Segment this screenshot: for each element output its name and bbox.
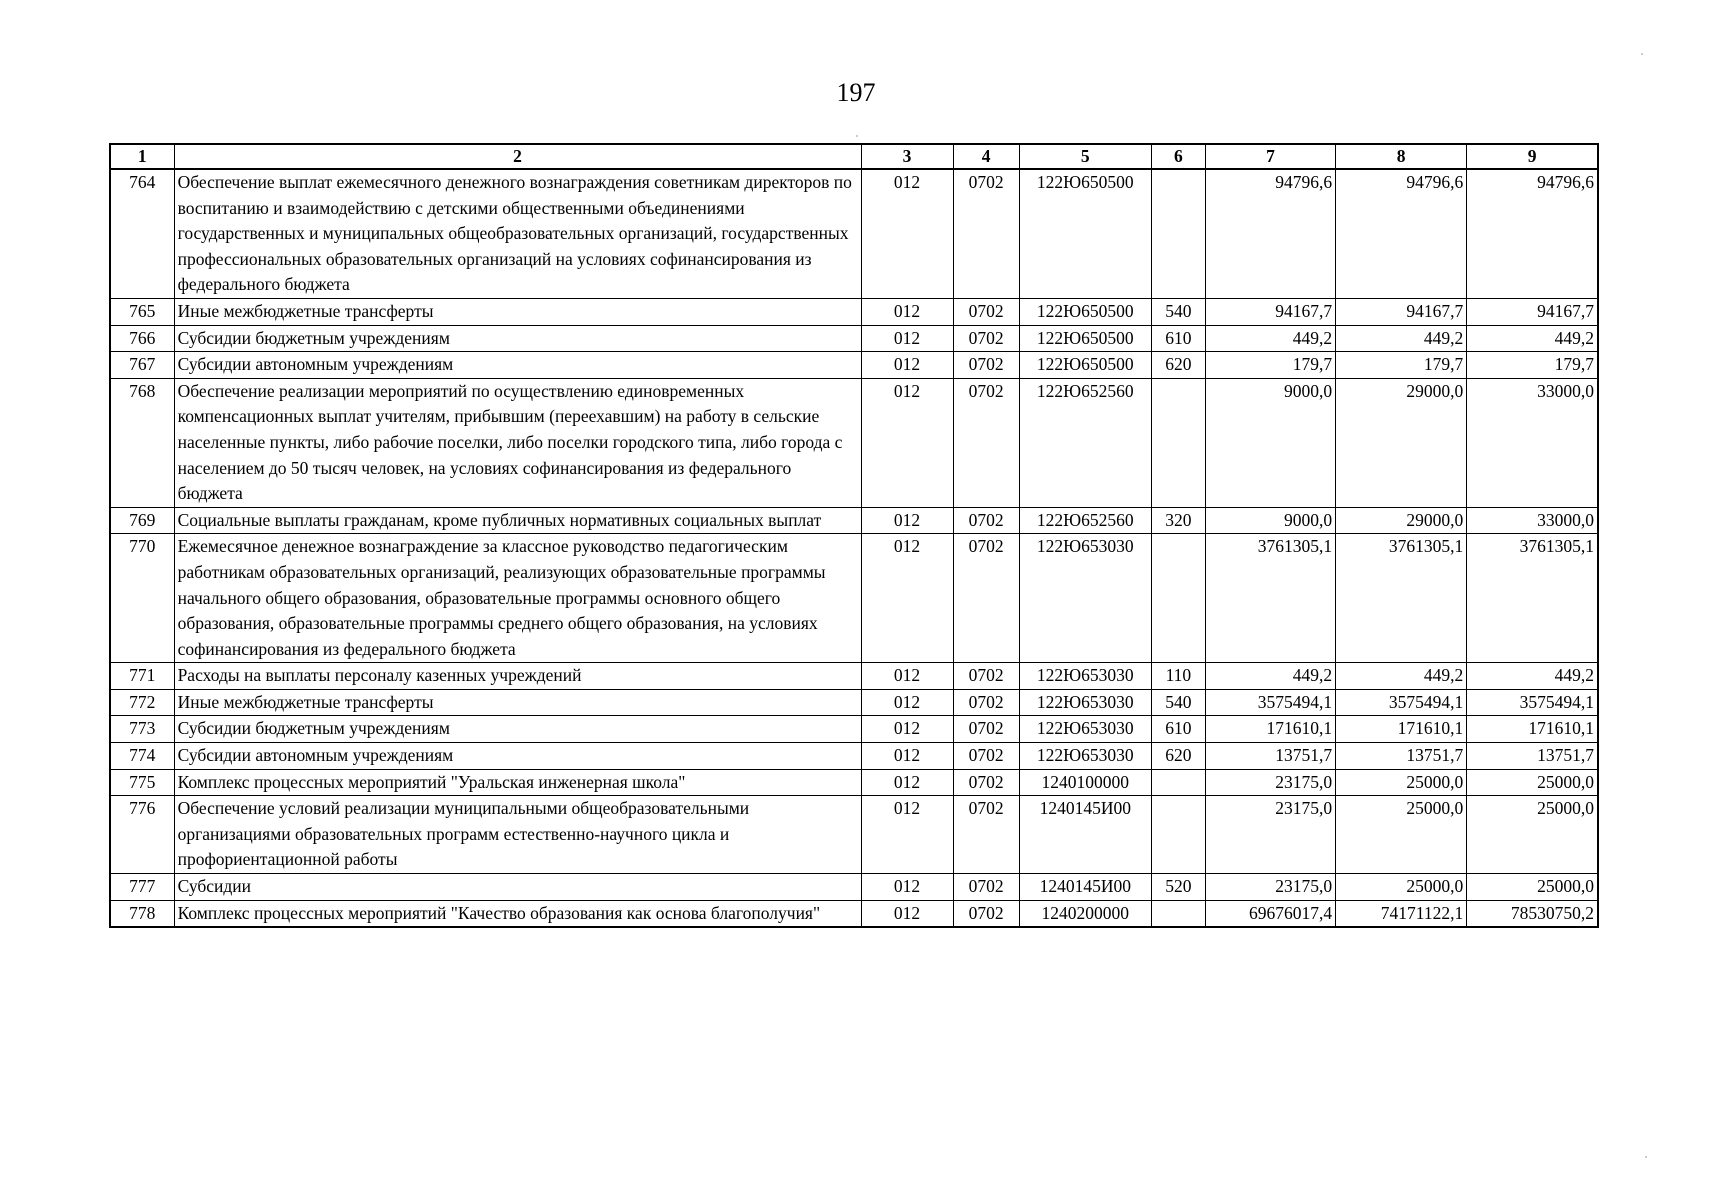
expense-type-code: 540 xyxy=(1151,298,1205,325)
table-row xyxy=(110,378,1598,507)
section-code: 0702 xyxy=(953,900,1019,927)
expense-type-code: 610 xyxy=(1151,325,1205,352)
page-number: 197 xyxy=(836,78,876,107)
row-number: 775 xyxy=(110,769,174,796)
amount-year-1: 94167,7 xyxy=(1205,298,1335,325)
ministry-code: 012 xyxy=(861,874,953,901)
row-description: Иные межбюджетные трансферты xyxy=(174,689,861,716)
amount-year-1: 449,2 xyxy=(1205,663,1335,690)
amount-year-1: 9000,0 xyxy=(1205,507,1335,534)
row-description: Иные межбюджетные трансферты xyxy=(174,298,861,325)
header-col-8: 8 xyxy=(1336,144,1467,169)
expense-type-code: 540 xyxy=(1151,689,1205,716)
target-article-code: 1240145И00 xyxy=(1019,796,1151,874)
amount-year-2: 3575494,1 xyxy=(1336,689,1467,716)
row-description: Субсидии автономным учреждениям xyxy=(174,352,861,379)
target-article-code: 122Ю653030 xyxy=(1019,534,1151,663)
header-row xyxy=(110,144,1598,169)
row-description: Комплекс процессных мероприятий "Качество образования как основа благополучия" xyxy=(174,900,861,927)
row-number: 766 xyxy=(110,325,174,352)
target-article-code: 122Ю653030 xyxy=(1019,689,1151,716)
row-number: 768 xyxy=(110,378,174,507)
row-number: 777 xyxy=(110,874,174,901)
header-col-9: 9 xyxy=(1467,144,1598,169)
amount-year-1: 23175,0 xyxy=(1205,874,1335,901)
section-code: 0702 xyxy=(953,689,1019,716)
row-description: Обеспечение выплат ежемесячного денежного вознаграждения советникам директоров по воспитанию и взаимодействию с детскими общественными объединениями государственных и муниципальных общеобразовательных организаций, государственных профессиональных образовательных организаций на условиях софинансирования из федерального бюджета xyxy=(174,169,861,298)
amount-year-3: 171610,1 xyxy=(1467,716,1598,743)
expense-type-code: 620 xyxy=(1151,352,1205,379)
amount-year-3: 3761305,1 xyxy=(1467,534,1598,663)
target-article-code: 1240200000 xyxy=(1019,900,1151,927)
target-article-code: 122Ю653030 xyxy=(1019,716,1151,743)
amount-year-3: 78530750,2 xyxy=(1467,900,1598,927)
amount-year-1: 9000,0 xyxy=(1205,378,1335,507)
expense-type-code xyxy=(1151,769,1205,796)
row-description: Субсидии xyxy=(174,874,861,901)
ministry-code: 012 xyxy=(861,298,953,325)
section-code: 0702 xyxy=(953,325,1019,352)
row-description: Субсидии бюджетным учреждениям xyxy=(174,716,861,743)
row-number: 772 xyxy=(110,689,174,716)
section-code: 0702 xyxy=(953,716,1019,743)
row-number: 774 xyxy=(110,743,174,770)
header-col-2: 2 xyxy=(174,144,861,169)
amount-year-1: 13751,7 xyxy=(1205,743,1335,770)
row-number: 778 xyxy=(110,900,174,927)
target-article-code: 122Ю650500 xyxy=(1019,169,1151,298)
ministry-code: 012 xyxy=(861,769,953,796)
amount-year-1: 3575494,1 xyxy=(1205,689,1335,716)
row-description: Расходы на выплаты персоналу казенных учреждений xyxy=(174,663,861,690)
amount-year-3: 25000,0 xyxy=(1467,796,1598,874)
expense-type-code: 110 xyxy=(1151,663,1205,690)
ministry-code: 012 xyxy=(861,796,953,874)
table-row xyxy=(110,716,1598,743)
row-description: Социальные выплаты гражданам, кроме публичных нормативных социальных выплат xyxy=(174,507,861,534)
row-number: 776 xyxy=(110,796,174,874)
amount-year-2: 25000,0 xyxy=(1336,874,1467,901)
amount-year-2: 449,2 xyxy=(1336,325,1467,352)
amount-year-2: 25000,0 xyxy=(1336,769,1467,796)
amount-year-2: 29000,0 xyxy=(1336,378,1467,507)
amount-year-3: 94167,7 xyxy=(1467,298,1598,325)
scan-speck xyxy=(1641,53,1643,55)
header-col-6: 6 xyxy=(1151,144,1205,169)
amount-year-2: 449,2 xyxy=(1336,663,1467,690)
amount-year-2: 94167,7 xyxy=(1336,298,1467,325)
table-row xyxy=(110,663,1598,690)
expense-type-code xyxy=(1151,900,1205,927)
target-article-code: 122Ю650500 xyxy=(1019,298,1151,325)
amount-year-3: 3575494,1 xyxy=(1467,689,1598,716)
amount-year-3: 449,2 xyxy=(1467,325,1598,352)
amount-year-3: 449,2 xyxy=(1467,663,1598,690)
target-article-code: 122Ю652560 xyxy=(1019,507,1151,534)
row-description: Ежемесячное денежное вознаграждение за классное руководство педагогическим работникам образовательных организаций, реализующих образовательные программы начального общего образования, образовательные программы основного общего образования, образовательные программы среднего общего образования, на условиях софинансирования из федерального бюджета xyxy=(174,534,861,663)
table-row xyxy=(110,743,1598,770)
row-number: 765 xyxy=(110,298,174,325)
amount-year-1: 94796,6 xyxy=(1205,169,1335,298)
row-number: 769 xyxy=(110,507,174,534)
amount-year-3: 13751,7 xyxy=(1467,743,1598,770)
table-row xyxy=(110,169,1598,298)
row-description: Субсидии автономным учреждениям xyxy=(174,743,861,770)
expense-type-code: 610 xyxy=(1151,716,1205,743)
amount-year-3: 33000,0 xyxy=(1467,507,1598,534)
amount-year-1: 179,7 xyxy=(1205,352,1335,379)
row-number: 771 xyxy=(110,663,174,690)
table-row xyxy=(110,874,1598,901)
amount-year-1: 69676017,4 xyxy=(1205,900,1335,927)
ministry-code: 012 xyxy=(861,352,953,379)
header-col-1: 1 xyxy=(110,144,174,169)
row-description: Обеспечение условий реализации муниципальными общеобразовательными организациями образовательных программ естественно-научного цикла и профориентационной работы xyxy=(174,796,861,874)
section-code: 0702 xyxy=(953,169,1019,298)
section-code: 0702 xyxy=(953,796,1019,874)
amount-year-3: 33000,0 xyxy=(1467,378,1598,507)
amount-year-2: 3761305,1 xyxy=(1336,534,1467,663)
amount-year-2: 25000,0 xyxy=(1336,796,1467,874)
target-article-code: 122Ю650500 xyxy=(1019,325,1151,352)
table-row xyxy=(110,534,1598,663)
header-col-3: 3 xyxy=(861,144,953,169)
table-row xyxy=(110,769,1598,796)
expense-type-code xyxy=(1151,378,1205,507)
table-row xyxy=(110,900,1598,927)
section-code: 0702 xyxy=(953,874,1019,901)
ministry-code: 012 xyxy=(861,534,953,663)
table-row xyxy=(110,796,1598,874)
ministry-code: 012 xyxy=(861,507,953,534)
amount-year-3: 25000,0 xyxy=(1467,874,1598,901)
amount-year-3: 94796,6 xyxy=(1467,169,1598,298)
table-row xyxy=(110,298,1598,325)
amount-year-1: 171610,1 xyxy=(1205,716,1335,743)
amount-year-2: 94796,6 xyxy=(1336,169,1467,298)
table-row xyxy=(110,325,1598,352)
expense-type-code xyxy=(1151,796,1205,874)
ministry-code: 012 xyxy=(861,716,953,743)
row-number: 773 xyxy=(110,716,174,743)
ministry-code: 012 xyxy=(861,900,953,927)
amount-year-1: 3761305,1 xyxy=(1205,534,1335,663)
table-row xyxy=(110,507,1598,534)
target-article-code: 122Ю652560 xyxy=(1019,378,1151,507)
header-col-4: 4 xyxy=(953,144,1019,169)
amount-year-2: 74171122,1 xyxy=(1336,900,1467,927)
row-number: 770 xyxy=(110,534,174,663)
amount-year-3: 25000,0 xyxy=(1467,769,1598,796)
amount-year-2: 179,7 xyxy=(1336,352,1467,379)
header-col-5: 5 xyxy=(1019,144,1151,169)
ministry-code: 012 xyxy=(861,743,953,770)
amount-year-2: 171610,1 xyxy=(1336,716,1467,743)
expense-type-code: 620 xyxy=(1151,743,1205,770)
row-description: Комплекс процессных мероприятий "Уральская инженерная школа" xyxy=(174,769,861,796)
section-code: 0702 xyxy=(953,352,1019,379)
target-article-code: 122Ю653030 xyxy=(1019,743,1151,770)
amount-year-2: 29000,0 xyxy=(1336,507,1467,534)
target-article-code: 1240145И00 xyxy=(1019,874,1151,901)
target-article-code: 122Ю653030 xyxy=(1019,663,1151,690)
row-description: Субсидии бюджетным учреждениям xyxy=(174,325,861,352)
amount-year-1: 449,2 xyxy=(1205,325,1335,352)
ministry-code: 012 xyxy=(861,689,953,716)
scan-speck xyxy=(1645,1156,1647,1158)
amount-year-1: 23175,0 xyxy=(1205,769,1335,796)
table-row xyxy=(110,689,1598,716)
expense-type-code: 520 xyxy=(1151,874,1205,901)
table-row xyxy=(110,352,1598,379)
row-number: 764 xyxy=(110,169,174,298)
section-code: 0702 xyxy=(953,507,1019,534)
row-description: Обеспечение реализации мероприятий по осуществлению единовременных компенсационных выплат учителям, прибывшим (переехавшим) на работу в сельские населенные пункты, либо рабочие поселки, либо поселки городского типа, либо города с населением до 50 тысяч человек, на условиях софинансирования из федерального бюджета xyxy=(174,378,861,507)
ministry-code: 012 xyxy=(861,325,953,352)
header-col-7: 7 xyxy=(1205,144,1335,169)
ministry-code: 012 xyxy=(861,169,953,298)
section-code: 0702 xyxy=(953,769,1019,796)
target-article-code: 1240100000 xyxy=(1019,769,1151,796)
budget-table xyxy=(109,143,1599,928)
ministry-code: 012 xyxy=(861,378,953,507)
scan-speck xyxy=(856,135,858,137)
expense-type-code: 320 xyxy=(1151,507,1205,534)
section-code: 0702 xyxy=(953,743,1019,770)
section-code: 0702 xyxy=(953,298,1019,325)
ministry-code: 012 xyxy=(861,663,953,690)
section-code: 0702 xyxy=(953,663,1019,690)
section-code: 0702 xyxy=(953,378,1019,507)
section-code: 0702 xyxy=(953,534,1019,663)
target-article-code: 122Ю650500 xyxy=(1019,352,1151,379)
amount-year-3: 179,7 xyxy=(1467,352,1598,379)
expense-type-code xyxy=(1151,534,1205,663)
amount-year-1: 23175,0 xyxy=(1205,796,1335,874)
amount-year-2: 13751,7 xyxy=(1336,743,1467,770)
expense-type-code xyxy=(1151,169,1205,298)
row-number: 767 xyxy=(110,352,174,379)
